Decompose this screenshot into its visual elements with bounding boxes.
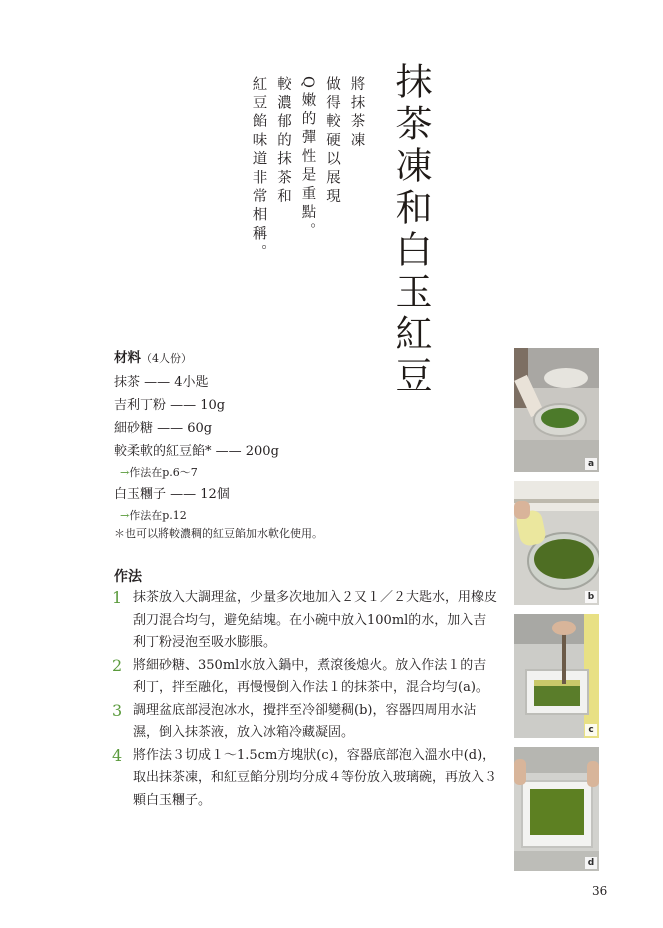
step-number: 3 xyxy=(112,700,123,720)
photo-c xyxy=(514,614,599,738)
photo-c-image xyxy=(514,614,599,738)
step-number: 4 xyxy=(112,745,123,765)
photo-label: d xyxy=(585,857,597,869)
arrow-icon: → xyxy=(120,466,130,479)
intro-line: 較濃郁的抹茶和 xyxy=(275,76,291,207)
ingredient-item: 吉利丁粉 —— 10g xyxy=(114,398,226,413)
step-text: 將細砂糖、350ml水放入鍋中，煮滾後熄火。放入作法１的吉利丁，拌至融化，再慢慢倒入作法１的抹茶中，混合均勻(a)。 xyxy=(133,657,489,695)
recipe-intro xyxy=(246,76,369,263)
servings: （4人份） xyxy=(141,352,192,365)
ingredients-header xyxy=(114,346,279,366)
page-number: 36 xyxy=(592,884,608,898)
photo-label: b xyxy=(585,591,597,603)
method-heading: 作法 xyxy=(114,569,142,585)
step-text: 調理盆底部浸泡冰水，攪拌至冷卻變稠(b)，容器四周用水沾濕，倒入抹茶液，放入冰箱冷藏凝固。 xyxy=(133,702,477,740)
intro-line: Q嫩的彈性是重點。 xyxy=(299,76,316,242)
ingredient-item: 較柔軟的紅豆餡* —— 200g xyxy=(114,444,279,459)
photo-d-image xyxy=(514,747,599,871)
intro-line: 做得較硬以展現 xyxy=(324,76,340,207)
intro-line: 將抹茶凍 xyxy=(348,76,365,151)
ingredient-item: 抹茶 —— 4小匙 xyxy=(114,375,209,390)
ingredient-note: ＊也可以將較濃稠的紅豆餡加水軟化使用。 xyxy=(114,527,323,540)
step-text: 將作法３切成１～1.5cm方塊狀(c)，容器底部泡入溫水中(d)，取出抹茶凍，和紅豆餡分別均分成４等份放入玻璃碗，再放入３顆白玉糰子。 xyxy=(133,747,498,808)
photo-b-image xyxy=(514,481,599,605)
arrow-icon: → xyxy=(120,509,130,522)
ingredients-heading: 材料 xyxy=(114,350,141,366)
photo-b xyxy=(514,481,599,605)
ingredients-section xyxy=(114,346,279,526)
method-step xyxy=(112,655,497,700)
step-text: 抹茶放入大調理盆，少量多次地加入２又１／２大匙水，用橡皮刮刀混合均勻，避免結塊。在小碗中放入100ml的水，加入吉利丁粉浸泡至吸水膨脹。 xyxy=(133,590,498,650)
ingredient-item: 細砂糖 —— 60g xyxy=(114,421,213,436)
photo-label: c xyxy=(585,724,597,736)
reference-text: 作法在p.6～7 xyxy=(129,466,198,479)
ingredient-reference xyxy=(114,463,279,483)
step-number: 2 xyxy=(112,655,123,675)
recipe-title: 抹茶凍和白玉紅豆 xyxy=(389,62,432,398)
method-step xyxy=(112,587,497,655)
photo-a xyxy=(514,348,599,472)
method-step xyxy=(112,745,497,813)
ingredient-item: 白玉糰子 —— 12個 xyxy=(114,487,230,502)
reference-text: 作法在p.12 xyxy=(129,509,187,522)
step-number: 1 xyxy=(112,588,123,607)
photo-label: a xyxy=(585,458,597,470)
intro-line: 紅豆餡味道非常相稱。 xyxy=(250,76,267,263)
photo-a-image xyxy=(514,348,599,472)
method-step xyxy=(112,700,497,745)
photo-d xyxy=(514,747,599,871)
method-steps xyxy=(112,587,497,812)
ingredient-reference xyxy=(114,506,279,526)
